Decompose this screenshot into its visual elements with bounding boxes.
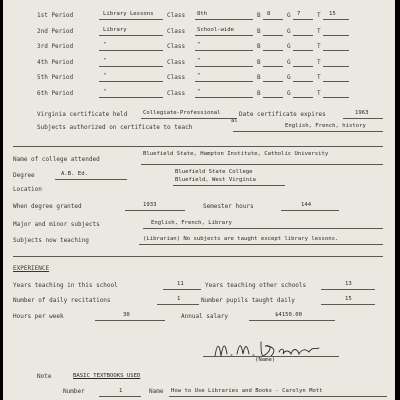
daily-recitations-value: 1: [177, 296, 181, 302]
period-t-label: T: [317, 90, 321, 97]
period-class-value: School-wide: [197, 26, 235, 33]
period-b-label: B: [257, 90, 261, 97]
degree-granted-value: 1933: [143, 202, 157, 208]
period-b-label: B: [257, 74, 261, 82]
period-class-label: Class: [167, 74, 186, 82]
period-row: [3, 12, 395, 24]
period-row: [3, 28, 395, 40]
period-class-value: ": [197, 42, 201, 49]
period-t-label: T: [317, 27, 321, 35]
period-label: 1st Period: [37, 12, 74, 19]
certificate-held-label: Virginia certificate held: [37, 111, 128, 118]
certificate-held-value: Collegiate-Professional: [143, 110, 221, 116]
period-subject: Library Lessons: [103, 11, 154, 17]
period-label: 5th Period: [37, 74, 74, 82]
period-class-value: ": [197, 73, 201, 80]
period-subject: ": [103, 42, 107, 49]
name-value: How to Use Libraries and Books - Carolyn Mott: [171, 388, 323, 394]
period-class-label: Class: [167, 12, 186, 19]
period-t-label: T: [317, 74, 321, 82]
period-g-label: G: [287, 74, 291, 82]
hours-per-week-value: 30: [123, 312, 130, 318]
note-label: Note: [37, 373, 52, 380]
location-label: Location: [13, 186, 42, 193]
period-row: [3, 43, 395, 55]
period-class-label: Class: [167, 43, 186, 51]
certificate-expires-value: 1963: [355, 110, 369, 116]
document-page: 1st Period Library Lessons Class 8th B 8 G 7 T 15 2nd Period Library Class School-wide B G T 3rd Period " Class " B G T 4th Period " Class " B G T 5th Period " Class " B G T 6th Period " Class " B G T Virginia certificate held Collegiate-Professional Date certificate expires 1963 al Subjects authorized on certificate to teach English, French, history Bluefield State, Hampton Institute, Catholic University Name of college attended Degree A.B. Ed. Bluefield State College Bluefield, West Virginia Location When degree granted 1933 Semester hours 144 Major and minor subjects English, French, Library Subjects now teaching (Librarian) No subjects are taught except library lessons. EXPERIENCE Years teaching in this school 11 Years teaching other schools 13 Number of daily recitations 1 Number pupils taught daily 15 Hours per week 30 Annual salary $4150.00 (Name) Note BASIC TEXTBOOKS USED Number 1 Name How to Use Libraries and Books - Carolyn Mott: [3, 0, 395, 400]
period-subject: ": [103, 73, 107, 80]
period-b-label: B: [257, 12, 261, 19]
period-class-value: ": [197, 89, 201, 95]
name-label: Name: [149, 388, 164, 395]
period-class-value: 8th: [197, 11, 208, 17]
period-label: 2nd Period: [37, 27, 74, 35]
period-label: 3rd Period: [37, 43, 74, 51]
period-class-label: Class: [167, 90, 186, 97]
location-value-1: Bluefield State College: [175, 169, 253, 175]
pupils-daily-label: Number pupils taught daily: [201, 297, 295, 304]
semester-hours-label: Semester hours: [203, 203, 254, 210]
period-g-label: G: [287, 43, 291, 51]
annual-salary-label: Annual salary: [181, 313, 228, 320]
period-g-label: G: [287, 90, 291, 97]
major-minor-label: Major and minor subjects: [13, 221, 100, 228]
experience-heading: EXPERIENCE: [13, 265, 50, 272]
subjects-teaching-label: Subjects now teaching: [13, 237, 89, 244]
period-class-label: Class: [167, 58, 186, 66]
period-row: [3, 74, 395, 86]
subjects-teaching-value: (Librarian) No subjects are taught except library lessons.: [143, 236, 339, 242]
period-subject: ": [103, 57, 107, 64]
major-minor-value: English, French, Library: [151, 220, 232, 226]
years-this-school-value: 11: [177, 281, 184, 287]
daily-recitations-label: Number of daily recitations: [13, 297, 111, 304]
college-attended-value: Bluefield State, Hampton Institute, Catholic University: [143, 151, 329, 157]
period-g-value: 7: [297, 11, 301, 17]
period-label: 6th Period: [37, 90, 74, 97]
years-other-schools-value: 13: [345, 281, 352, 287]
period-t-label: T: [317, 58, 321, 66]
period-subject: Library: [103, 26, 127, 33]
period-b-label: B: [257, 58, 261, 66]
period-g-label: G: [287, 27, 291, 35]
degree-label: Degree: [13, 172, 35, 179]
period-t-value: 15: [329, 11, 336, 17]
number-value: 1: [119, 388, 123, 394]
degree-granted-label: When degree granted: [13, 203, 82, 210]
period-t-label: T: [317, 12, 321, 19]
period-row: [3, 90, 395, 102]
years-other-schools-label: Years teaching other schools: [205, 282, 307, 289]
period-g-label: G: [287, 12, 291, 19]
period-row: [3, 59, 395, 71]
period-subject: ": [103, 89, 107, 95]
signature-caption: (Name): [255, 357, 276, 363]
years-this-school-label: Years teaching in this school: [13, 282, 118, 289]
period-b-value: 8: [267, 11, 271, 17]
number-label: Number: [63, 388, 85, 395]
period-b-label: B: [257, 43, 261, 51]
semester-hours-value: 144: [301, 202, 312, 208]
certificate-subjects-value: English, French, history: [285, 123, 366, 129]
period-b-label: B: [257, 27, 261, 35]
hours-per-week-label: Hours per week: [13, 313, 64, 320]
period-label: 4th Period: [37, 58, 74, 66]
pupils-daily-value: 15: [345, 296, 352, 302]
period-class-value: ": [197, 57, 201, 64]
annual-salary-value: $4150.00: [275, 312, 302, 318]
degree-value: A.B. Ed.: [61, 171, 88, 177]
certificate-expires-label: Date certificate expires: [239, 111, 326, 118]
period-g-label: G: [287, 58, 291, 66]
note-value: BASIC TEXTBOOKS USED: [73, 373, 141, 379]
certificate-subjects-label: Subjects authorized on certificate to teach: [37, 124, 193, 131]
period-class-label: Class: [167, 27, 186, 35]
college-attended-label: Name of college attended: [13, 156, 100, 163]
period-t-label: T: [317, 43, 321, 51]
signature-text: [211, 336, 212, 337]
location-value-2: Bluefield, West Virginia: [175, 177, 256, 183]
